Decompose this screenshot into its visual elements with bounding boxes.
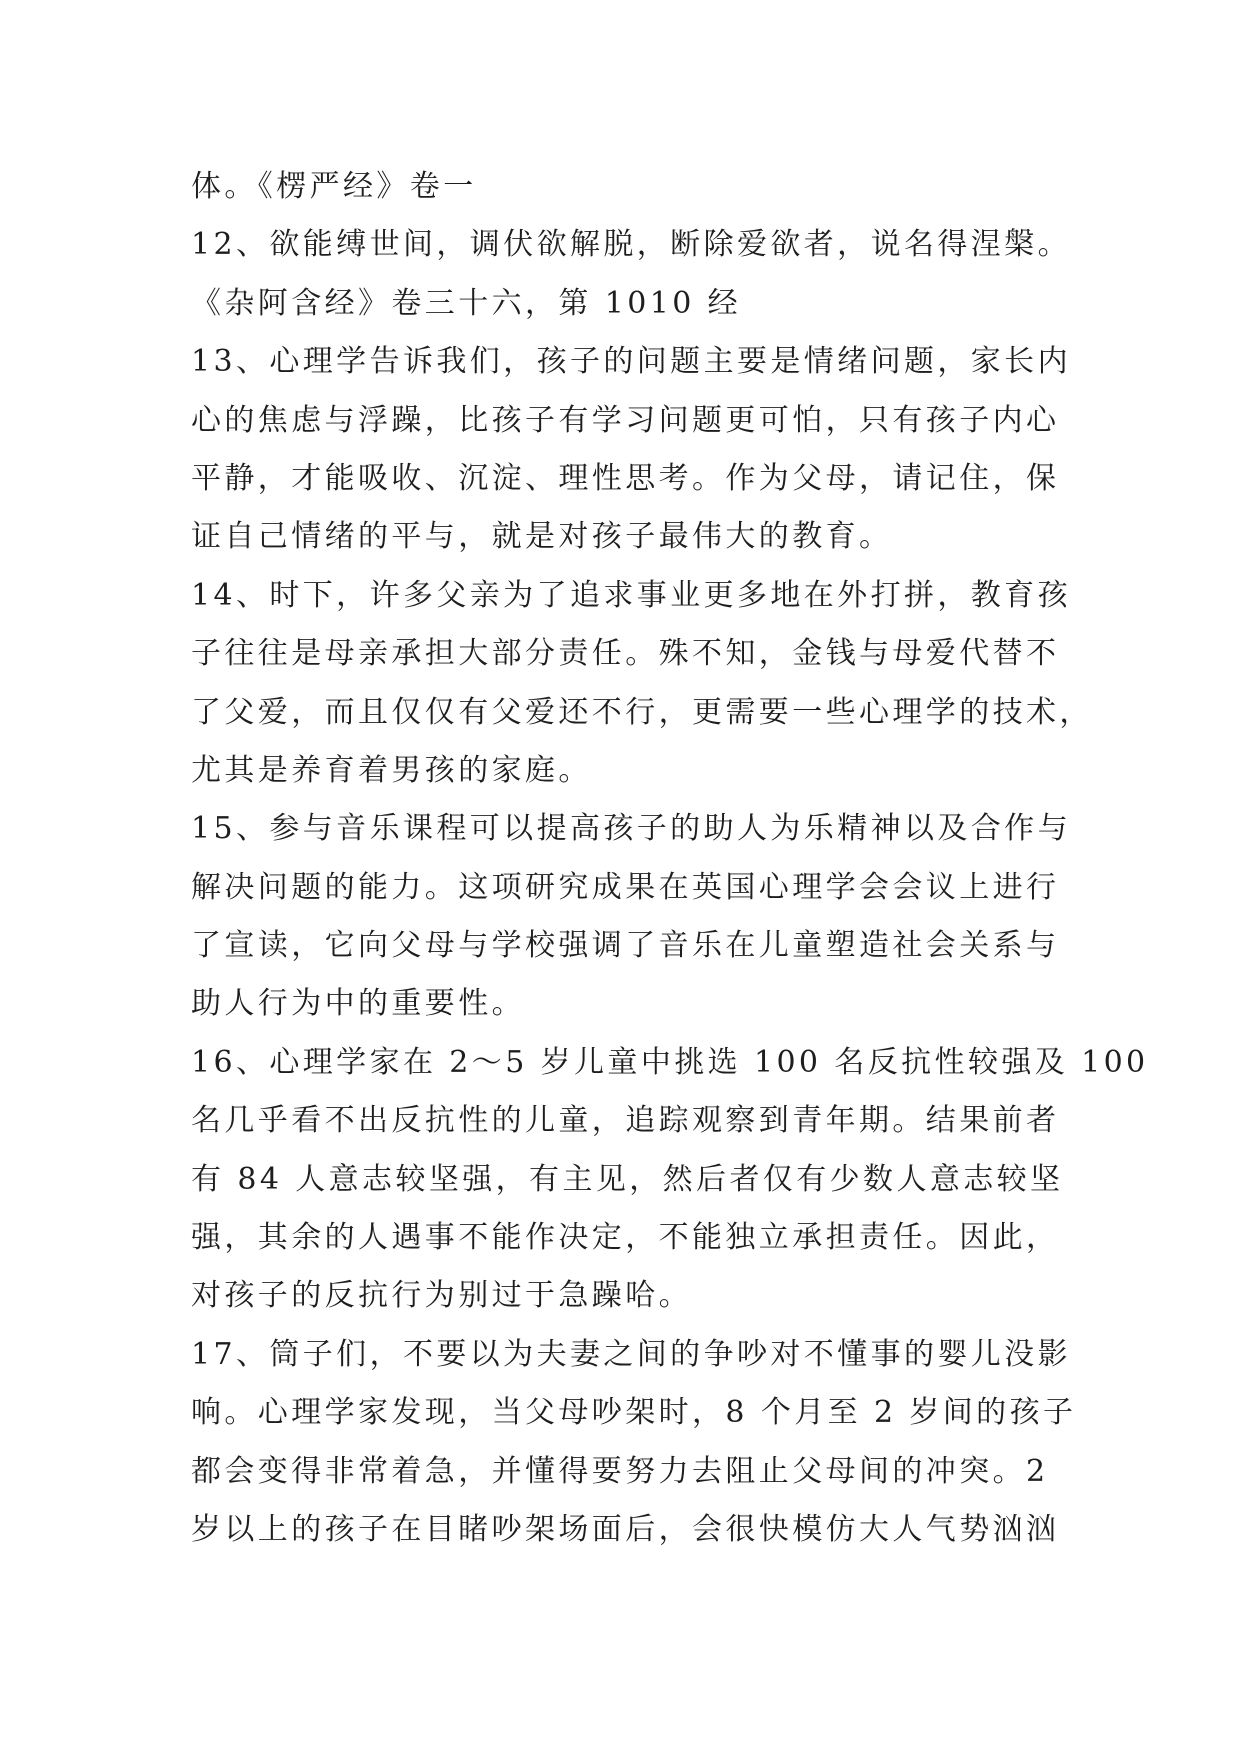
text-line: 心的焦虑与浮躁，比孩子有学习问题更可怕，只有孩子内心 (191, 402, 1060, 438)
text-line: 对孩子的反抗行为别过于急躁哈。 (191, 1278, 692, 1314)
body-text (191, 158, 1149, 1559)
text-line: 《杂阿含经》卷三十六，第 1010 经 (191, 285, 742, 321)
text-line: 岁以上的孩子在目睹吵架场面后，会很快模仿大人气势汹汹 (191, 1511, 1060, 1547)
text-line: 平静，才能吸收、沉淀、理性思考。作为父母，请记住，保 (191, 460, 1060, 496)
text-line: 证自己情绪的平与，就是对孩子最伟大的教育。 (191, 519, 893, 555)
text-line: 子往往是母亲承担大部分责任。殊不知，金钱与母爱代替不 (191, 636, 1060, 672)
text-line: 15、参与音乐课程可以提高孩子的助人为乐精神以及合作与 (191, 811, 1071, 847)
text-line: 强，其余的人遇事不能作决定，不能独立承担责任。因此， (191, 1220, 1060, 1256)
text-line: 解决问题的能力。这项研究成果在英国心理学会会议上进行 (191, 869, 1060, 905)
text-line: 了父爱，而且仅仅有父爱还不行，更需要一些心理学的技术， (191, 694, 1093, 730)
text-line: 了宣读，它向父母与学校强调了音乐在儿童塑造社会关系与 (191, 928, 1060, 964)
text-line: 助人行为中的重要性。 (191, 986, 525, 1022)
text-line: 16、心理学家在 2～5 岁儿童中挑选 100 名反抗性较强及 100 (191, 1044, 1149, 1080)
text-line: 17、筒子们，不要以为夫妻之间的争吵对不懂事的婴儿没影 (191, 1336, 1071, 1372)
text-line: 13、心理学告诉我们，孩子的问题主要是情绪问题，家长内 (191, 344, 1071, 380)
text-line: 响。心理学家发现，当父母吵架时，8 个月至 2 岁间的孩子 (191, 1395, 1077, 1431)
text-line: 12、欲能缚世间，调伏欲解脱，断除爱欲者，说名得涅槃。 (191, 227, 1071, 263)
text-line: 都会变得非常着急，并懂得要努力去阻止父母间的冲突。2 (191, 1453, 1049, 1489)
text-line: 有 84 人意志较坚强，有主见，然后者仅有少数人意志较坚 (191, 1161, 1064, 1197)
text-line: 名几乎看不出反抗性的儿童，追踪观察到青年期。结果前者 (191, 1103, 1060, 1139)
text-line: 14、时下，许多父亲为了追求事业更多地在外打拼，教育孩 (191, 577, 1071, 613)
text-line: 尤其是养育着男孩的家庭。 (191, 752, 592, 788)
text-line: 体。《楞严经》卷一 (191, 169, 477, 204)
